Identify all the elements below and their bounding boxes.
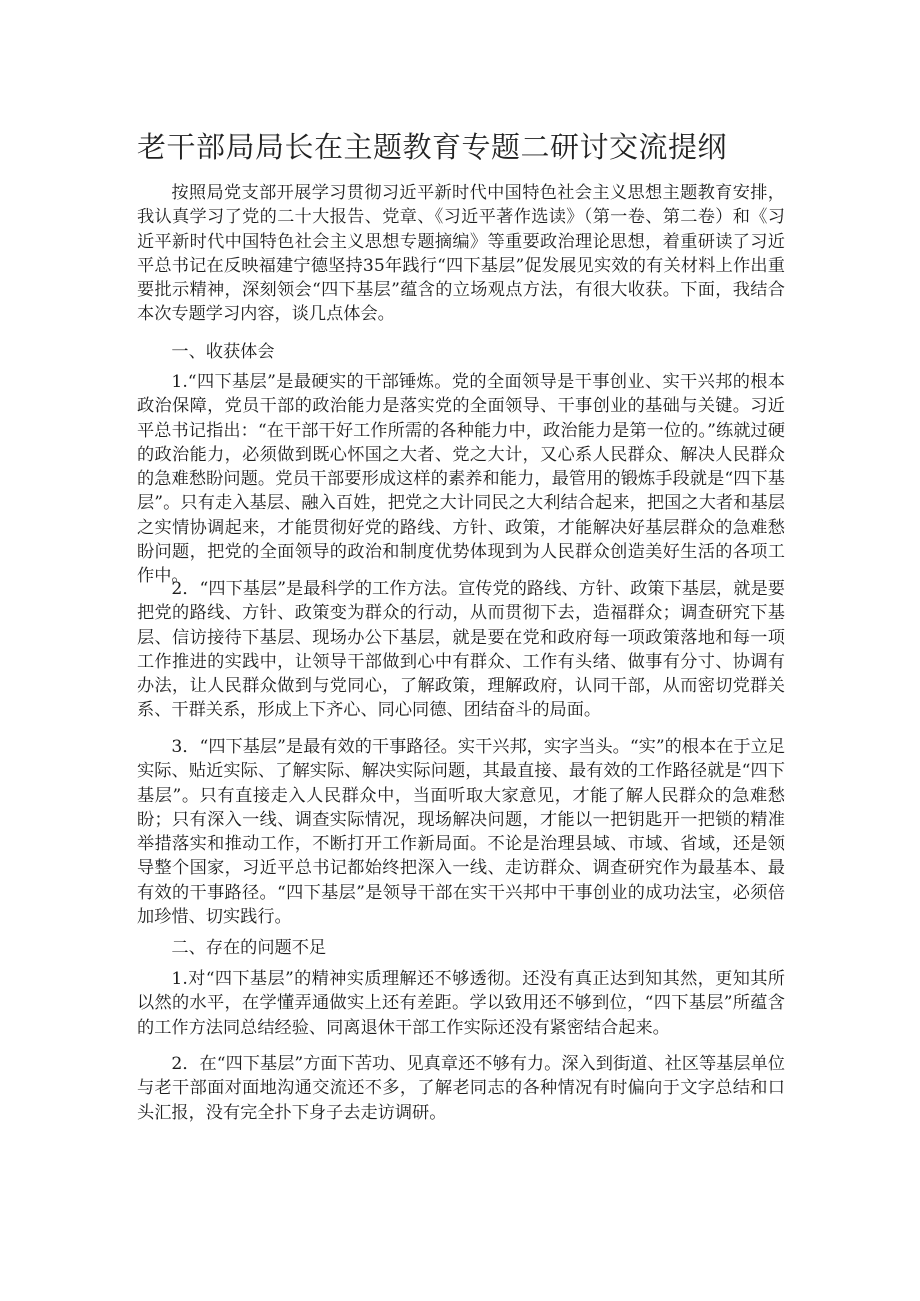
paragraph-problem-1: 1.对“四下基层”的精神实质理解还不够透彻。还没有真正达到知其然，更知其所以然的水平，在学懂弄通做实上还有差距。学以致用还不够到位，“四下基层”所蕴含的工作方法同总结经验、同离退休干部工作实际还没有紧密结合起来。 (137, 969, 785, 1038)
paragraph-gain-2: 2．“四下基层”是最科学的工作方法。宣传党的路线、方针、政策下基层，就是要把党的路线、方针、政策变为群众的行动，从而贯彻下去，造福群众；调查研究下基层、信访接待下基层、现场办公下基层，就是要在党和政府每一项政策落地和每一项工作推进的实践中，让领导干部做到心中有群众、工作有头绪、做事有分寸、协调有办法，让人民群众做到与党同心，了解政策，理解政府，认同干部，从而密切党群关系、干群关系，形成上下齐心、同心同德、团结奋斗的局面。 (137, 579, 785, 721)
intro-paragraph: 按照局党支部开展学习贯彻习近平新时代中国特色社会主义思想主题教育安排，我认真学习了党的二十大报告、党章、《习近平著作选读》（第一卷、第二卷）和《习近平新时代中国特色社会主义思想专题摘编》等重要政治理论思想，着重研读了习近平总书记在反映福建宁德坚持35年践行“四下基层”促发展见实效的有关材料上作出重要批示精神，深刻领会“四下基层”蕴含的立场观点方法，有很大收获。下面，我结合本次专题学习内容，谈几点体会。 (137, 183, 785, 325)
paragraph-problem-2: 2．在“四下基层”方面下苦功、见真章还不够有力。深入到街道、社区等基层单位与老干部面对面地沟通交流还不多，了解老同志的各种情况有时偏向于文字总结和口头汇报，没有完全扑下身子去走访调研。 (137, 1054, 785, 1123)
document-title: 老干部局局长在主题教育专题二研讨交流提纲 (137, 130, 728, 164)
section-heading-problems: 二、存在的问题不足 (171, 938, 327, 958)
section-heading-gains: 一、收获体会 (171, 342, 275, 362)
paragraph-gain-3: 3．“四下基层”是最有效的干事路径。实干兴邦，实字当头。“实”的根本在于立足实际、贴近实际、了解实际、解决实际问题，其最直接、最有效的工作路径就是“四下基层”。只有直接走入人民群众中，当面听取大家意见，才能了解人民群众的急难愁盼；只有深入一线、调查实际情况，现场解决问题，才能以一把钥匙开一把锁的精准举措落实和推动工作，不断打开工作新局面。不论是治理县域、市域、省域，还是领导整个国家，习近平总书记都始终把深入一线、走访群众、调查研究作为最基本、最有效的干事路径。“四下基层”是领导干部在实干兴邦中干事创业的成功法宝，必须倍加珍惜、切实践行。 (137, 737, 785, 928)
paragraph-gain-1: 1.“四下基层”是最硬实的干部锤炼。党的全面领导是干事创业、实干兴邦的根本政治保障，党员干部的政治能力是落实党的全面领导、干事创业的基础与关键。习近平总书记指出：“在干部干好工作所需的各种能力中，政治能力是第一位的。”练就过硬的政治能力，必须做到既心怀国之大者、党之大计，又心系人民群众、解决人民群众的急难愁盼问题。党员干部要形成这样的素养和能力，最管用的锻炼手段就是“四下基层”。只有走入基层、融入百姓，把党之大计同民之大利结合起来，把国之大者和基层之实情协调起来，才能贯彻好党的路线、方针、政策，才能解决好基层群众的急难愁盼问题，把党的全面领导的政治和制度优势体现到为人民群众创造美好生活的各项工作中。 (137, 372, 785, 587)
